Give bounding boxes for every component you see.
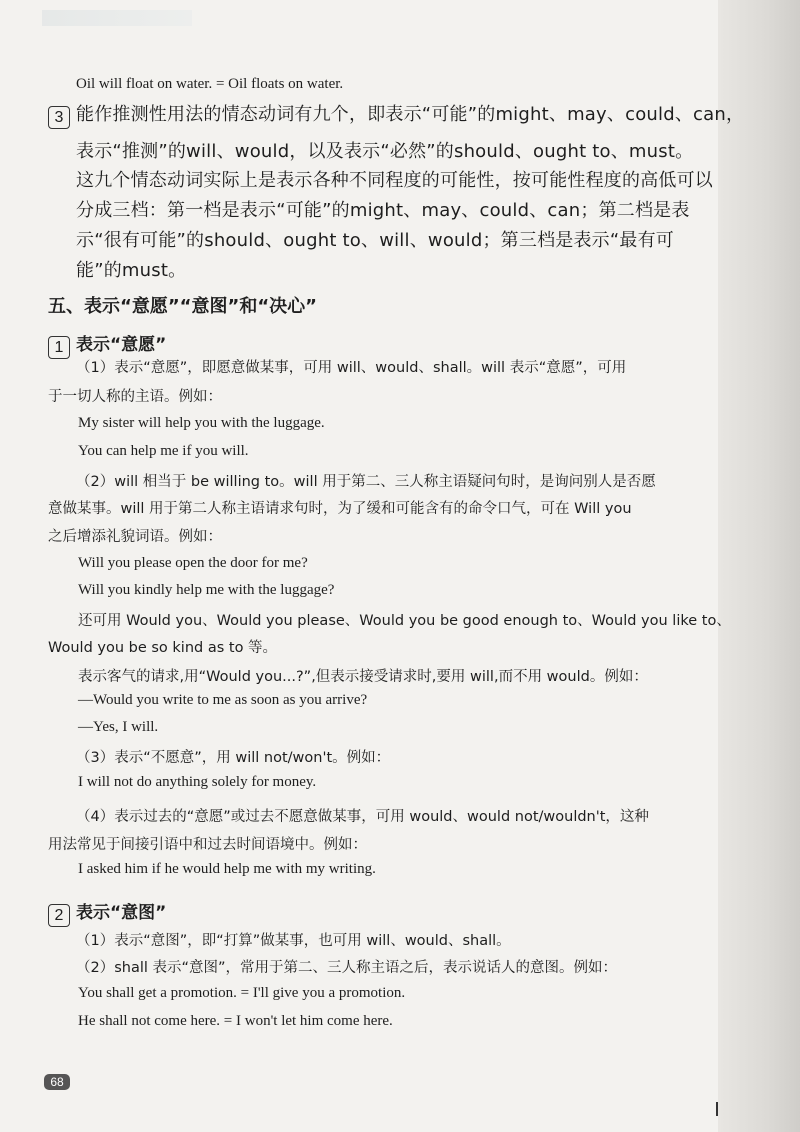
text-line bbox=[76, 256, 186, 282]
text-line bbox=[76, 356, 626, 377]
line-text: I asked him if he would help me with my writing. bbox=[78, 861, 376, 877]
line-text: 表示“推测”的will、would，以及表示“必然”的should、ought to、must。 bbox=[76, 141, 694, 162]
line-text: Will you please open the door for me? bbox=[78, 555, 308, 571]
line-text: （3）表示“不愿意”，用 will not/won't。例如： bbox=[76, 750, 391, 766]
text-line bbox=[76, 166, 713, 192]
line-text: 五、表示“意愿”“意图”和“决心” bbox=[48, 296, 317, 317]
line-text: Oil will float on water. = Oil floats on water. bbox=[76, 76, 344, 92]
text-line bbox=[78, 415, 325, 432]
text-line bbox=[78, 609, 731, 630]
text-line bbox=[78, 665, 648, 686]
line-text: 用法常见于间接引语中和过去时间语境中。例如： bbox=[48, 837, 367, 853]
line-text: My sister will help you with the luggage. bbox=[78, 415, 325, 431]
line-text: He shall not come here. = I won't let him come here. bbox=[78, 1013, 393, 1029]
line-text: （2）will 相当于 be willing to。will 用于第二、三人称主语疑问句时，是询问别人是否愿 bbox=[76, 474, 656, 490]
section-heading bbox=[48, 292, 317, 318]
text-line bbox=[78, 719, 158, 736]
line-text: 示“很有可能”的should、ought to、will、would；第三档是表示“最有可 bbox=[76, 230, 675, 251]
header-strip bbox=[42, 10, 192, 26]
line-text: 这九个情态动词实际上是表示各种不同程度的可能性，按可能性程度的高低可以 bbox=[76, 170, 713, 191]
text-line bbox=[76, 929, 511, 950]
subsection-heading bbox=[48, 898, 166, 927]
line-text: —Yes, I will. bbox=[78, 719, 159, 735]
text-line bbox=[76, 137, 693, 163]
line-text: 表示客气的请求,用“Would you...?”,但表示接受请求时,要用 will,而不用 would。例如： bbox=[78, 669, 648, 685]
text-line bbox=[76, 470, 656, 491]
text-line bbox=[78, 555, 308, 572]
text-line bbox=[48, 385, 222, 406]
line-text: I will not do anything solely for money. bbox=[78, 774, 317, 790]
text-line bbox=[48, 497, 632, 518]
text-line bbox=[78, 582, 334, 599]
text-line bbox=[78, 1013, 393, 1030]
text-line bbox=[76, 805, 649, 826]
number-box: 1 bbox=[48, 336, 70, 359]
subsection-heading bbox=[48, 100, 744, 129]
line-text: You can help me if you will. bbox=[78, 443, 249, 459]
line-text: 于一切人称的主语。例如： bbox=[48, 389, 222, 405]
text-line bbox=[76, 956, 617, 977]
line-text: （1）表示“意愿”，即愿意做某事，可用 will、would、shall。will 表示“意愿”，可用 bbox=[76, 360, 627, 376]
line-text: —Would you write to me as soon as you arrive? bbox=[78, 692, 368, 708]
text-line bbox=[48, 525, 222, 546]
subsection-heading bbox=[48, 330, 166, 359]
line-text: 之后增添礼貌词语。例如： bbox=[48, 529, 222, 545]
line-text: 能”的must。 bbox=[76, 260, 187, 281]
line-text: 还可用 Would you、Would you please、Would you be good enough to、Would you like to、 bbox=[78, 613, 731, 629]
line-text: 表示“意愿” bbox=[76, 335, 167, 355]
line-text: Will you kindly help me with the luggage? bbox=[78, 582, 335, 598]
line-text: 意做某事。will 用于第二人称主语请求句时，为了缓和可能含有的命令口气，可在 Will you bbox=[48, 501, 632, 517]
text-line bbox=[78, 692, 367, 709]
text-line bbox=[78, 861, 376, 878]
text-line bbox=[78, 774, 316, 791]
line-text: You shall get a promotion. = I'll give you a promotion. bbox=[78, 985, 406, 1001]
line-text: Would you be so kind as to 等。 bbox=[48, 640, 278, 656]
line-text: 表示“意图” bbox=[76, 903, 167, 923]
text-line bbox=[76, 226, 674, 252]
line-text: （4）表示过去的“意愿”或过去不愿意做某事，可用 would、would not/wouldn't，这种 bbox=[76, 809, 649, 825]
margin-mark bbox=[716, 1102, 718, 1116]
text-line bbox=[78, 985, 405, 1002]
line-text: （1）表示“意图”，即“打算”做某事，也可用 will、would、shall。 bbox=[76, 933, 511, 949]
line-text: 能作推测性用法的情态动词有九个，即表示“可能”的might、may、could、can， bbox=[76, 104, 745, 125]
number-box: 3 bbox=[48, 106, 70, 129]
text-line bbox=[76, 76, 343, 93]
page-number: 68 bbox=[44, 1074, 70, 1090]
text-line bbox=[48, 833, 367, 854]
text-line bbox=[48, 636, 277, 657]
page-edge bbox=[718, 0, 800, 1132]
number-box: 2 bbox=[48, 904, 70, 927]
text-line bbox=[76, 196, 690, 222]
line-text: （2）shall 表示“意图”，常用于第二、三人称主语之后，表示说话人的意图。例如： bbox=[76, 960, 618, 976]
line-text: 分成三档：第一档是表示“可能”的might、may、could、can；第二档是表 bbox=[76, 200, 690, 221]
text-line bbox=[76, 746, 390, 767]
text-line bbox=[78, 443, 249, 460]
